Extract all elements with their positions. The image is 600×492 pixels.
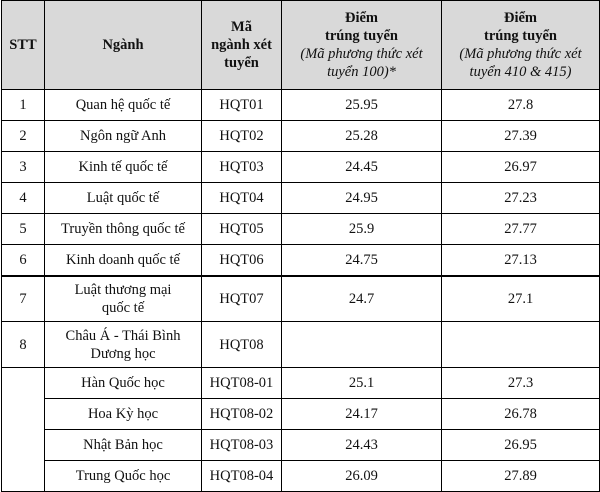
cell-stt: 8 <box>2 322 45 368</box>
header-ma-nganh <box>202 1 282 90</box>
cell-nganh: Hàn Quốc học <box>45 368 202 399</box>
table-row <box>2 183 600 214</box>
header-diem1-line2: trúng tuyển <box>325 28 398 44</box>
cell-diem-410: 27.89 <box>442 461 600 492</box>
cell-diem-410 <box>442 322 600 368</box>
header-diem1-sub1: (Mã phương thức xét <box>300 46 423 62</box>
cell-diem-100: 25.28 <box>282 121 442 152</box>
cell-ma: HQT06 <box>202 245 282 276</box>
cell-ma: HQT01 <box>202 90 282 121</box>
table-header-row <box>2 1 600 90</box>
cell-nganh: Truyền thông quốc tế <box>45 214 202 245</box>
cell-ma: HQT07 <box>202 276 282 322</box>
table-row <box>2 152 600 183</box>
cell-nganh-line2: quốc tế <box>101 299 145 316</box>
cell-ma: HQT04 <box>202 183 282 214</box>
cell-nganh: Luật quốc tế <box>45 183 202 214</box>
cell-nganh: Trung Quốc học <box>45 461 202 492</box>
cell-stt: 4 <box>2 183 45 214</box>
cell-ma: HQT05 <box>202 214 282 245</box>
cell-ma: HQT03 <box>202 152 282 183</box>
cell-stt: 2 <box>2 121 45 152</box>
cell-nganh-line1: Luật thương mại <box>74 281 172 298</box>
cell-diem-100: 24.45 <box>282 152 442 183</box>
cell-diem-410: 27.77 <box>442 214 600 245</box>
cell-diem-410: 26.97 <box>442 152 600 183</box>
cell-ma: HQT08-01 <box>202 368 282 399</box>
cell-diem-410: 27.8 <box>442 90 600 121</box>
cell-nganh: Quan hệ quốc tế <box>45 90 202 121</box>
cell-diem-100: 24.7 <box>282 276 442 322</box>
cell-nganh <box>45 322 202 368</box>
table-row <box>2 399 600 430</box>
header-diem1-sub2: tuyển 100)* <box>327 64 396 80</box>
cell-ma: HQT02 <box>202 121 282 152</box>
header-nganh: Ngành <box>45 1 202 90</box>
header-diem2-line1: Điểm <box>503 10 537 26</box>
header-diem-100 <box>282 1 442 90</box>
header-diem-410-415 <box>442 1 600 90</box>
cell-diem-100: 24.95 <box>282 183 442 214</box>
header-diem2-sub1: (Mã phương thức xét <box>459 46 582 62</box>
header-ma-line2: ngành xét <box>211 37 272 53</box>
cell-nganh-line1: Châu Á - Thái Bình <box>65 327 181 344</box>
admission-scores-table <box>1 0 600 492</box>
cell-diem-410: 27.39 <box>442 121 600 152</box>
cell-ma: HQT08 <box>202 322 282 368</box>
cell-diem-100: 25.95 <box>282 90 442 121</box>
cell-stt: 7 <box>2 276 45 322</box>
header-ma-line1: Mã <box>231 19 252 35</box>
cell-diem-410: 27.1 <box>442 276 600 322</box>
cell-diem-100 <box>282 322 442 368</box>
table-row <box>2 214 600 245</box>
cell-ma: HQT08-04 <box>202 461 282 492</box>
cell-stt: 1 <box>2 90 45 121</box>
header-diem1-line1: Điểm <box>344 10 378 26</box>
cell-ma: HQT08-03 <box>202 430 282 461</box>
cell-diem-410: 27.13 <box>442 245 600 276</box>
cell-diem-100: 24.75 <box>282 245 442 276</box>
cell-diem-410: 26.95 <box>442 430 600 461</box>
cell-nganh: Kinh doanh quốc tế <box>45 245 202 276</box>
cell-diem-100: 25.9 <box>282 214 442 245</box>
cell-stt-empty <box>2 368 45 492</box>
table-row <box>2 461 600 492</box>
cell-nganh: Ngôn ngữ Anh <box>45 121 202 152</box>
cell-nganh-line2: Dương học <box>90 345 156 362</box>
table-row <box>2 121 600 152</box>
cell-diem-410: 27.3 <box>442 368 600 399</box>
cell-diem-100: 24.17 <box>282 399 442 430</box>
cell-diem-100: 25.1 <box>282 368 442 399</box>
cell-diem-410: 26.78 <box>442 399 600 430</box>
cell-nganh: Nhật Bản học <box>45 430 202 461</box>
cell-stt: 3 <box>2 152 45 183</box>
cell-diem-100: 24.43 <box>282 430 442 461</box>
cell-stt: 6 <box>2 245 45 276</box>
cell-nganh <box>45 276 202 322</box>
header-ma-line3: tuyển <box>224 55 259 71</box>
cell-diem-100: 26.09 <box>282 461 442 492</box>
table-row <box>2 90 600 121</box>
table-row <box>2 368 600 399</box>
header-stt: STT <box>2 1 45 90</box>
cell-ma: HQT08-02 <box>202 399 282 430</box>
table-row <box>2 245 600 276</box>
table-row <box>2 430 600 461</box>
table-row <box>2 276 600 322</box>
cell-stt: 5 <box>2 214 45 245</box>
table-row <box>2 322 600 368</box>
header-diem2-line2: trúng tuyển <box>484 28 557 44</box>
header-diem2-sub2: tuyển 410 & 415) <box>469 64 572 80</box>
cell-diem-410: 27.23 <box>442 183 600 214</box>
cell-nganh: Hoa Kỳ học <box>45 399 202 430</box>
cell-nganh: Kinh tế quốc tế <box>45 152 202 183</box>
